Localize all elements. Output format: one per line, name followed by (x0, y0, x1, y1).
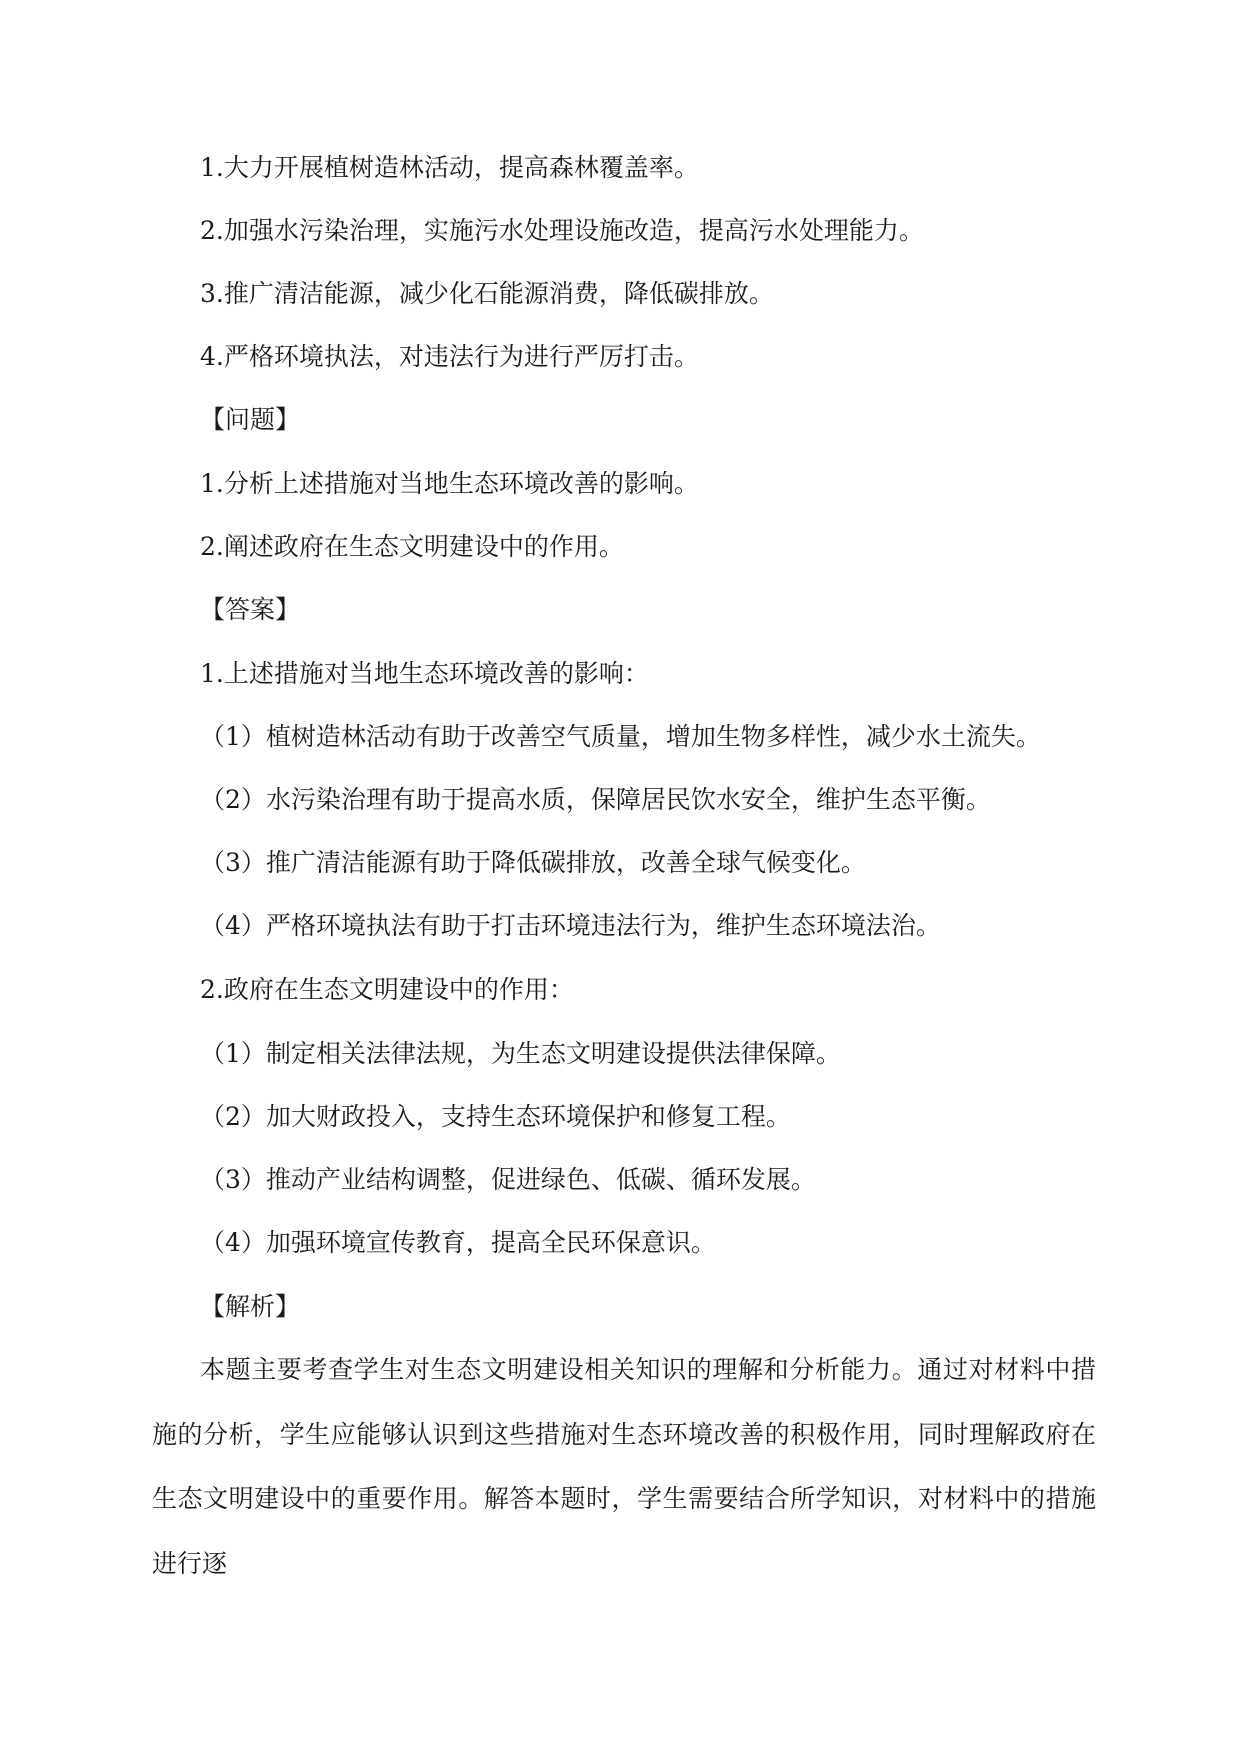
analysis-heading: 【解析】 (200, 1292, 301, 1321)
answer-part2-item: （2）加大财政投入，支持生态环境保护和修复工程。 (200, 1102, 791, 1131)
measure-item: 4.严格环境执法，对违法行为进行严厉打击。 (200, 342, 699, 371)
answer-part1-item: （4）严格环境执法有助于打击环境违法行为，维护生态环境法治。 (200, 911, 941, 940)
answer-part1-item: （3）推广清洁能源有助于降低碳排放，改善全球气候变化。 (200, 848, 866, 877)
measure-item: 3.推广清洁能源，减少化石能源消费，降低碳排放。 (200, 279, 774, 308)
answer-heading: 【答案】 (200, 595, 301, 624)
answer-part2-item: （3）推动产业结构调整，促进绿色、低碳、循环发展。 (200, 1165, 816, 1194)
answer-part2-item: （4）加强环境宣传教育，提高全民环保意识。 (200, 1228, 716, 1257)
question-item: 2.阐述政府在生态文明建设中的作用。 (200, 532, 624, 561)
analysis-paragraph: 本题主要考查学生对生态文明建设相关知识的理解和分析能力。通过对材料中措施的分析，学生应能够认识到这些措施对生态环境改善的积极作用，同时理解政府在生态文明建设中的重要作用。解答本题时，学生需要结合所学知识，对材料中的措施进行逐 (152, 1355, 1096, 1578)
answer-part2-item: （1）制定相关法律法规，为生态文明建设提供法律保障。 (200, 1039, 841, 1068)
measure-item: 2.加强水污染治理，实施污水处理设施改造，提高污水处理能力。 (200, 216, 924, 245)
question-item: 1.分析上述措施对当地生态环境改善的影响。 (200, 469, 699, 498)
answer-part1-item: （2）水污染治理有助于提高水质，保障居民饮水安全，维护生态平衡。 (200, 785, 991, 814)
question-heading: 【问题】 (200, 405, 301, 434)
answer-part1-item: （1）植树造林活动有助于改善空气质量，增加生物多样性，减少水土流失。 (200, 722, 1041, 751)
answer-part1-title: 1.上述措施对当地生态环境改善的影响： (200, 659, 649, 688)
measure-item: 1.大力开展植树造林活动，提高森林覆盖率。 (200, 153, 699, 182)
answer-part2-title: 2.政府在生态文明建设中的作用： (200, 975, 574, 1004)
